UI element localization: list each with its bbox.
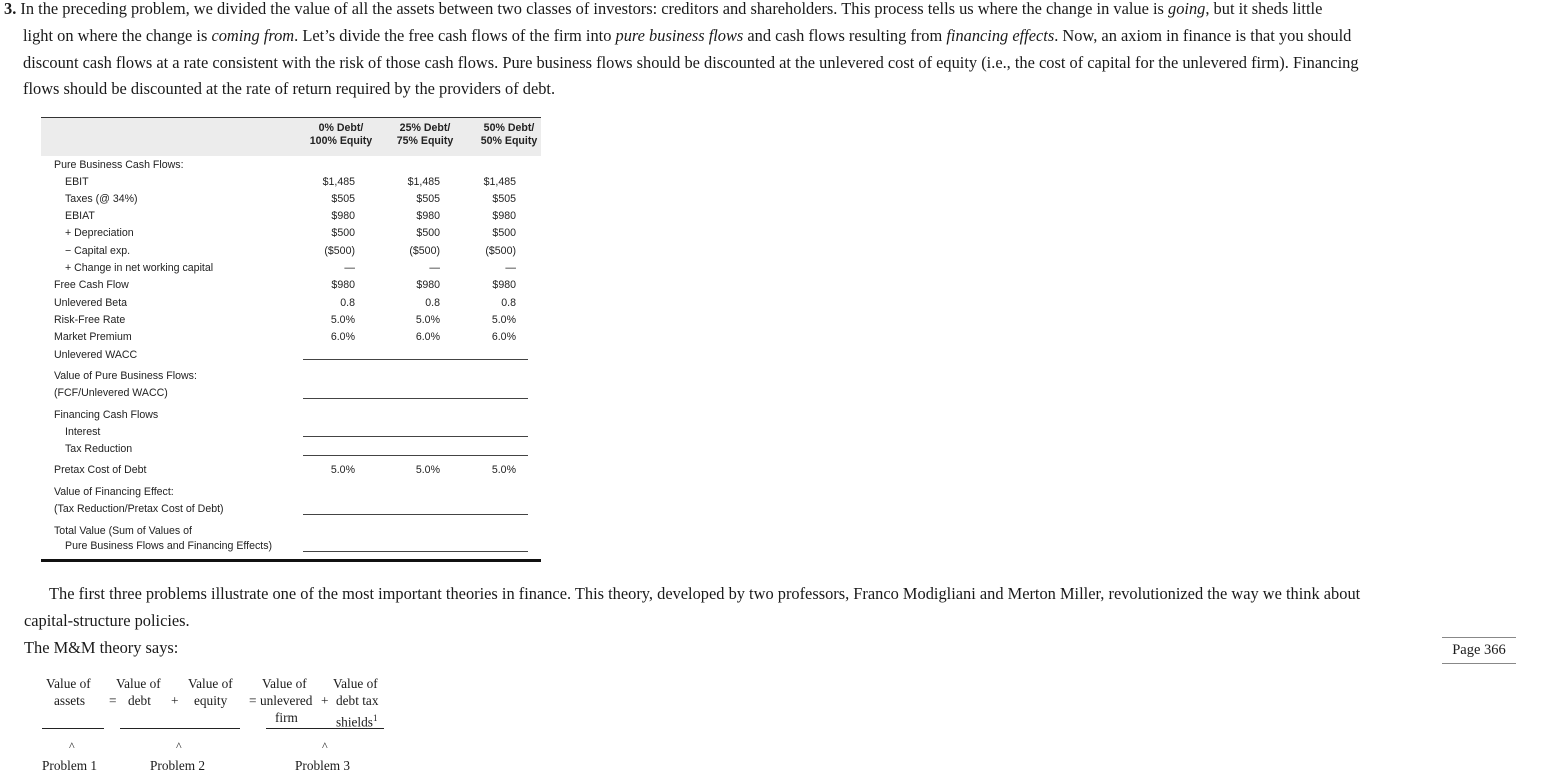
table-header-shade [41,118,541,156]
eq-assets-line1: Value of [46,676,91,691]
brace-problem-3 [266,728,384,729]
caret-problem-2: ^ [176,739,182,753]
eq-shields-line2: debt tax [336,693,379,708]
cell-value: ($500) [324,245,355,257]
row-label: (Tax Reduction/Pretax Cost of Debt) [54,503,224,515]
table-row [41,279,541,296]
row-label: Interest [65,426,101,438]
problem-line2-b: . Let’s divide the free cash flows of the firm into [294,25,616,45]
caret-problem-1: ^ [69,739,75,753]
cell-value: $1,485 [322,176,355,188]
para2-line2: capital-structure policies. [24,610,190,630]
row-label: Market Premium [54,331,132,343]
cell-value: — [429,262,440,274]
table-row [41,464,541,481]
table-row [41,262,541,279]
eq-equals-1: = [109,693,117,708]
cell-value: $500 [492,227,516,239]
cell-value: 5.0% [330,314,355,326]
eq-plus-1: + [171,693,179,708]
problem-3-text [4,0,1484,103]
cell-value: 5.0% [491,464,516,476]
table-top-rule [41,117,541,118]
table-row [41,176,541,193]
table-row [41,409,541,426]
row-label: Unlevered Beta [54,297,128,309]
row-label: − Capital exp. [65,245,131,257]
problem-line4: flows should be discounted at the rate of return required by the providers of debt. [23,79,556,99]
cell-value: $1,485 [407,176,440,188]
eq-debt-line2: debt [128,693,151,708]
cell-value: ($500) [485,245,516,257]
table-row [41,193,541,210]
problem-text-a: In the preceding problem, we divided the value of all the assets between two classes of investors: creditors and shareholders. This process tells us where the change in value is [16,0,1169,18]
brace-problem-1 [42,728,104,729]
cell-value: $980 [492,279,516,291]
table-row [41,540,541,557]
emphasis-financing-effects: financing effects [946,25,1055,45]
emphasis-coming-from: coming from [211,25,295,45]
label-problem-2: Problem 2 [150,758,206,773]
problem-line2-a: light on where the change is [23,25,212,45]
eq-equity-line1: Value of [188,676,233,691]
problem-line2-d: . Now, an axiom in finance is that you should [1054,25,1352,45]
row-label: Taxes (@ 34%) [65,193,138,205]
table-row [41,159,541,176]
cell-value: 0.8 [501,297,516,309]
cell-value: 6.0% [491,331,516,343]
para2-line3: The M&M theory says: [24,637,179,657]
cell-value: 6.0% [415,331,440,343]
column-header-25-debt: 25% Debt/ 75% Equity [396,122,454,147]
eq-equals-2: = [249,693,257,708]
row-label: Pure Business Cash Flows: [54,159,184,171]
table-row [41,297,541,314]
row-label: Tax Reduction [65,443,133,455]
row-label: Financing Cash Flows [54,409,159,421]
table-row [41,370,541,387]
eq-plus-2: + [321,693,329,708]
column-header-50-debt: 50% Debt/ 50% Equity [480,122,538,147]
cell-value: $500 [331,227,355,239]
table-row [41,210,541,227]
row-label: Value of Pure Business Flows: [54,370,197,382]
row-label: Value of Financing Effect: [54,486,174,498]
para2-line1: The first three problems illustrate one of the most important theories in finance. This theory, developed by two professors, Franco Modigliani and Merton Miller, revolutionized the way we think about [49,584,1361,603]
table-row [41,331,541,348]
brace-problem-2 [120,728,240,729]
table-bottom-rule [41,559,541,562]
row-label: Risk-Free Rate [54,314,126,326]
cell-value: — [505,262,516,274]
answer-line-financing-value [303,514,528,515]
eq-shields-line3: shields$^1$ [336,713,378,730]
row-label: EBIT [65,176,89,188]
emphasis-pure-business-flows: pure business flows [615,25,744,45]
problem-line3: discount cash flows at a rate consistent with the risk of those cash flows. Pure business flows should be discounted at the unlevered cost of equity (i.e., the cost of capital for the unlevered firm). Financing [23,52,1359,72]
eq-equity-line2: equity [194,693,228,708]
row-label: Unlevered WACC [54,349,138,361]
cell-value: $980 [492,210,516,222]
table-row [41,314,541,331]
answer-line-total-value [303,551,528,552]
cell-value: 6.0% [330,331,355,343]
eq-unlevered-line1: Value of [262,676,307,691]
answer-line-pure-business-value [303,398,528,399]
row-label: (FCF/Unlevered WACC) [54,387,168,399]
cell-value: $1,485 [483,176,516,188]
cell-value: $505 [331,193,355,205]
cell-value: $980 [416,210,440,222]
cell-value: 5.0% [415,464,440,476]
row-label: Total Value (Sum of Values of [54,525,192,537]
eq-unlevered-line2: unlevered [260,693,313,708]
eq-assets-line2: assets [54,693,86,708]
eq-shields-line1: Value of [333,676,378,691]
cell-value: $500 [416,227,440,239]
problem-text-b: , but it sheds little [1205,0,1323,18]
cell-value: $980 [416,279,440,291]
row-label: + Depreciation [65,227,134,239]
answer-line-interest [303,436,528,437]
table-row [41,426,541,443]
cell-value: 0.8 [425,297,440,309]
cell-value: 5.0% [415,314,440,326]
answer-line-unlevered-wacc [303,359,528,360]
row-label: Pure Business Flows and Financing Effects) [65,540,273,552]
problem-line2-c: and cash flows resulting from [743,25,947,45]
label-problem-1: Problem 1 [42,758,98,773]
table-row [41,245,541,262]
cell-value: $980 [331,279,355,291]
eq-unlevered-line3: firm [275,710,298,725]
table-row [41,503,541,520]
cell-value: — [344,262,355,274]
cell-value: $505 [416,193,440,205]
row-label: EBIAT [65,210,95,222]
label-problem-3: Problem 3 [295,758,351,773]
problem-number: 3. [4,0,17,18]
table-row [41,349,541,366]
cell-value: $505 [492,193,516,205]
eq-debt-line1: Value of [116,676,161,691]
cell-value: 0.8 [340,297,355,309]
table-row [41,227,541,244]
cell-value: 5.0% [491,314,516,326]
table-row [41,486,541,503]
table-row [41,443,541,460]
mm-theory-paragraph [24,581,1504,661]
cell-value: 5.0% [330,464,355,476]
table-row [41,387,541,404]
row-label: Pretax Cost of Debt [54,464,147,476]
mm-equation [30,672,430,782]
emphasis-going: going [1168,0,1206,18]
cell-value: ($500) [409,245,440,257]
caret-problem-3: ^ [322,739,328,753]
column-header-0-debt: 0% Debt/ 100% Equity [309,122,373,147]
footnote-marker: 1 [372,713,378,723]
page-number: Page 366 [1442,637,1516,664]
answer-line-tax-reduction [303,455,528,456]
row-label: + Change in net working capital [65,262,214,274]
row-label: Free Cash Flow [54,279,129,291]
cell-value: $980 [331,210,355,222]
